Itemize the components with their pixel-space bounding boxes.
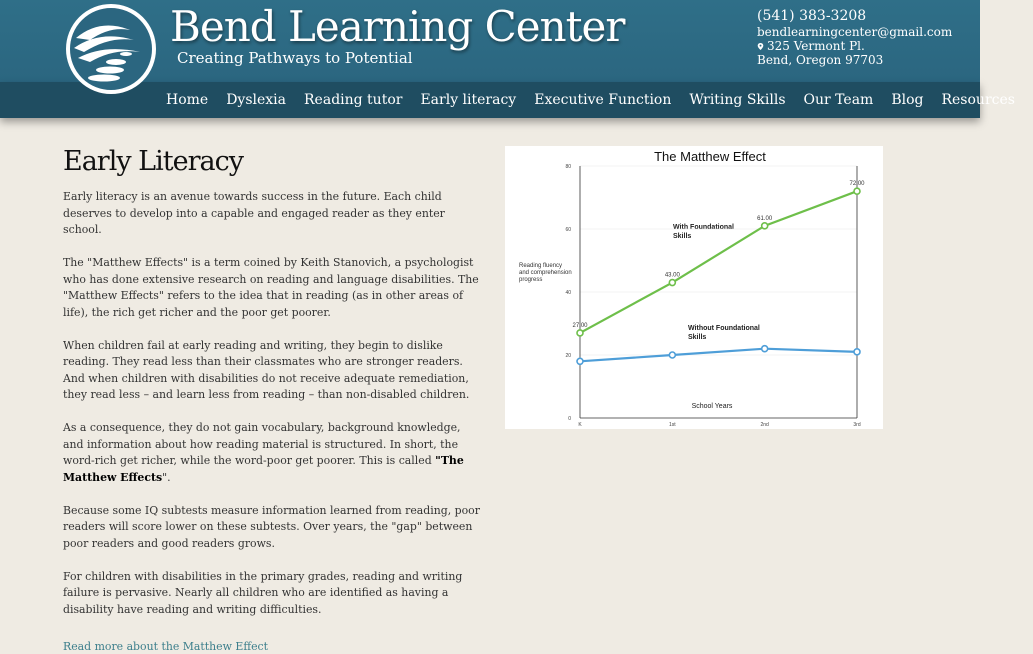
data-point bbox=[669, 352, 675, 358]
paragraph-intro: Early literacy is an avenue towards success in the future. Each child deserves to develop into a capable and engaged reader as they enter school. bbox=[63, 190, 445, 236]
matthew-effect-chart bbox=[505, 146, 883, 429]
data-point bbox=[577, 330, 583, 336]
y-tick-label: 20 bbox=[565, 353, 571, 359]
email-link[interactable]: bendlearningcenter@gmail.com bbox=[757, 25, 953, 39]
nav-resources[interactable]: Resources bbox=[941, 92, 1015, 108]
x-tick-label: 1st bbox=[668, 422, 676, 428]
data-label: 43.00 bbox=[664, 272, 680, 279]
series-line-with-skills bbox=[580, 191, 857, 333]
y-tick-label: 0 bbox=[568, 416, 571, 422]
paragraph-matthew-effects: The "Matthew Effects" is a term coined by Keith Stanovich, a psychologist who has done extensive research on reading and language disabilities. The "Matthew Effects" refers to the idea that in reading (as in other areas of life), the rich get richer and the poor get poorer. bbox=[63, 256, 479, 319]
site-tagline: Creating Pathways to Potential bbox=[177, 49, 413, 67]
data-point bbox=[762, 346, 768, 352]
consequence-text: As a consequence, they do not gain vocabulary, background knowledge, and information about how reading material is structured. In short, the word-rich get richer, while the word-poor get poorer. This is called bbox=[63, 421, 461, 467]
contact-info bbox=[757, 7, 952, 67]
phone-number[interactable]: (541) 383-3208 bbox=[757, 8, 867, 24]
chart-svg bbox=[505, 146, 883, 429]
y-tick-label: 40 bbox=[565, 290, 571, 296]
logo-icon bbox=[70, 8, 152, 90]
data-label: 72.00 bbox=[849, 181, 865, 188]
data-label: 27.00 bbox=[572, 322, 588, 329]
nav-writing-skills[interactable]: Writing Skills bbox=[689, 92, 786, 108]
data-point bbox=[577, 358, 583, 364]
site-logo[interactable] bbox=[66, 4, 156, 94]
address-line-2: Bend, Oregon 97703 bbox=[757, 53, 884, 67]
main-nav bbox=[166, 82, 1033, 118]
nav-early-literacy[interactable]: Early literacy bbox=[420, 92, 517, 108]
chart-title: The Matthew Effect bbox=[654, 149, 766, 164]
nav-blog[interactable]: Blog bbox=[891, 92, 924, 108]
nav-executive-function[interactable]: Executive Function bbox=[534, 92, 672, 108]
consequence-end: ". bbox=[162, 470, 171, 484]
paragraph-iq-subtests: Because some IQ subtests measure information learned from reading, poor readers will score lower on these subtests. Over years, the "gap" between poor readers and good readers grows. bbox=[63, 503, 480, 550]
matthew-effects-emphasis: "The Matthew Effects bbox=[63, 454, 464, 484]
nav-reading-tutor[interactable]: Reading tutor bbox=[304, 92, 403, 108]
y-tick-label: 60 bbox=[565, 227, 571, 233]
data-point bbox=[854, 349, 860, 355]
x-tick-label: 2nd bbox=[760, 422, 769, 428]
paragraph-consequence bbox=[63, 420, 481, 486]
y-tick-label: 80 bbox=[565, 164, 571, 170]
series-label-with: With Foundational Skills bbox=[673, 224, 734, 240]
nav-our-team[interactable]: Our Team bbox=[803, 92, 874, 108]
x-tick-label: K bbox=[578, 422, 582, 428]
page-title: Early Literacy bbox=[63, 146, 243, 177]
data-label: 61.00 bbox=[757, 215, 773, 222]
address-line-1 bbox=[757, 39, 952, 53]
nav-home[interactable]: Home bbox=[166, 92, 209, 108]
main-content bbox=[63, 146, 481, 654]
paragraph-reading-failure: When children fail at early reading and writing, they begin to dislike reading. They read less than their classmates who are stronger readers. And when children with disabilities do not receive adequate remediation, they read less – and learn less from reading – than non-disabled children. bbox=[63, 338, 470, 401]
nav-dyslexia[interactable]: Dyslexia bbox=[226, 92, 287, 108]
chart-ylabel: Reading fluency and comprehension progress bbox=[519, 263, 572, 283]
address-street: 325 Vermont Pl. bbox=[767, 39, 865, 53]
x-tick-label: 3rd bbox=[853, 422, 861, 428]
chart-xlabel: School Years bbox=[691, 403, 733, 410]
site-title[interactable]: Bend Learning Center bbox=[170, 2, 625, 51]
data-point bbox=[762, 223, 768, 229]
read-more-link[interactable]: Read more about the Matthew Effect bbox=[63, 639, 268, 653]
data-point bbox=[669, 280, 675, 286]
data-point bbox=[854, 188, 860, 194]
paragraph-disabilities: For children with disabilities in the primary grades, reading and writing failure is pervasive. Nearly all children who are identified as having a disability have reading and writing difficulties. bbox=[63, 569, 463, 616]
map-pin-icon bbox=[757, 43, 764, 50]
series-label-without: Without Foundational Skills bbox=[688, 325, 760, 341]
